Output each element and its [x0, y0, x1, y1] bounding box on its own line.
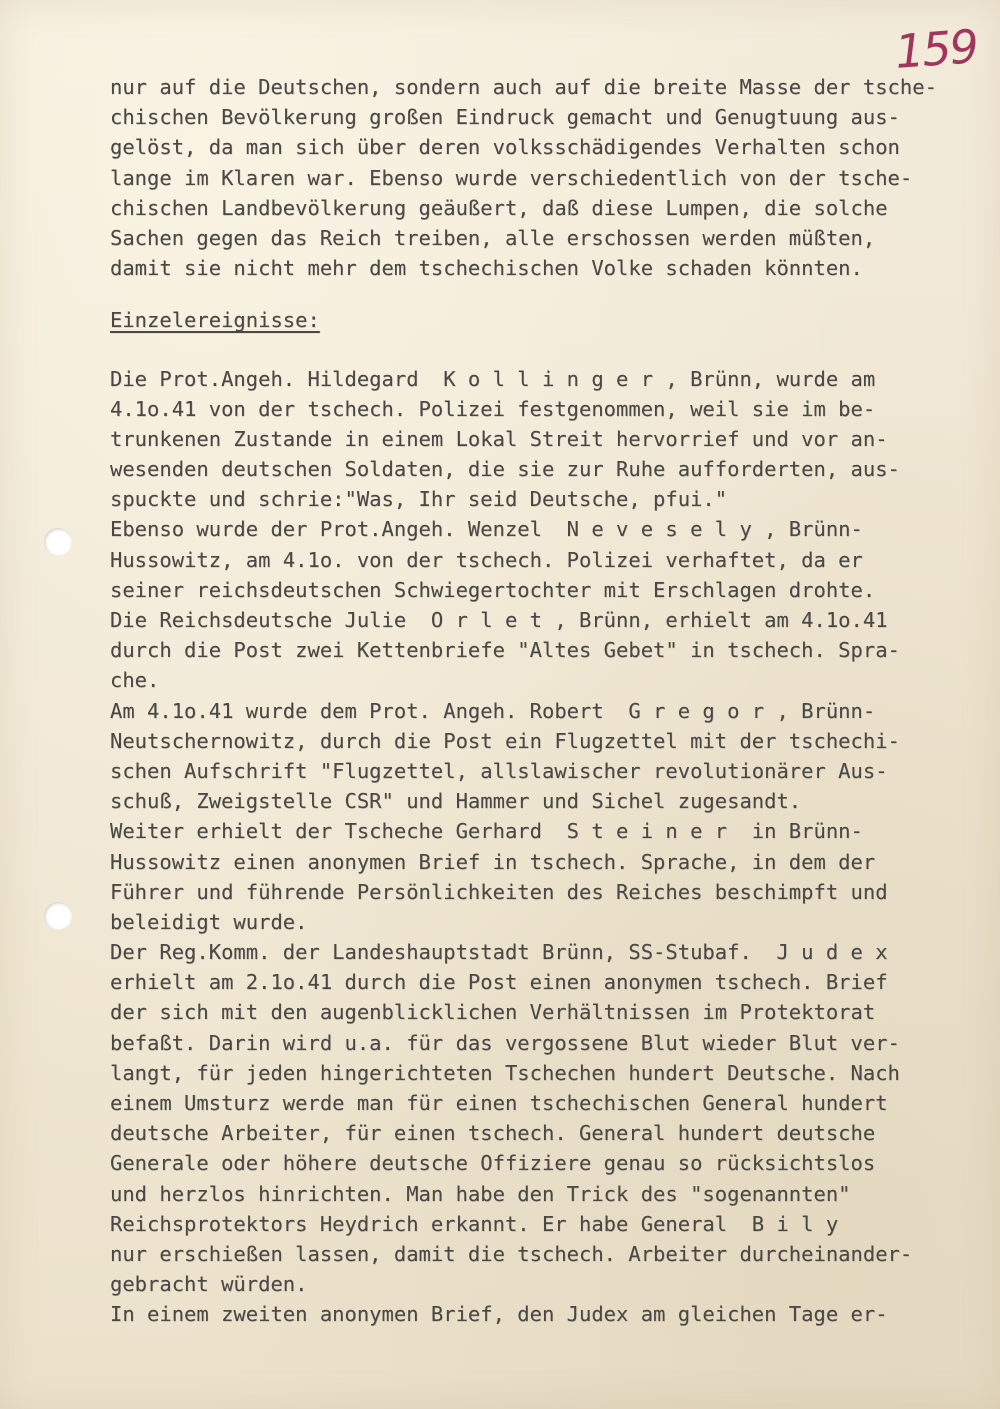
event-paragraph — [110, 696, 940, 938]
text-line: beleidigt wurde. — [110, 909, 308, 934]
text-line: Die Prot.Angeh. Hildegard K o l l i n g e r , Brünn, wurde am — [110, 366, 876, 391]
text-line: erhielt am 2.1o.41 durch die Post einen anonymen tschech. Brief — [110, 970, 888, 995]
text-line: gebracht würden. — [110, 1272, 308, 1297]
intro-paragraph — [110, 72, 940, 283]
text-line: seiner reichsdeutschen Schwiegertochter mit Erschlagen drohte. — [110, 577, 876, 602]
text-line: gelöst, da man sich über deren volksschädigendes Verhalten schon — [110, 135, 900, 160]
spacer — [110, 283, 940, 305]
text-line: chischen Landbevölkerung geäußert, daß diese Lumpen, die solche — [110, 195, 888, 220]
text-line: Neutschernowitz, durch die Post ein Flugzettel mit der tschechi- — [110, 728, 900, 753]
text-line: Die Reichsdeutsche Julie O r l e t , Brünn, erhielt am 4.1o.41 — [110, 608, 888, 632]
text-line: Weiter erhielt der Tscheche Gerhard S t e i n e r in Brünn- — [110, 819, 863, 844]
event-paragraph — [110, 937, 940, 1299]
text-line: einem Umsturz werde man für einen tschechischen General hundert — [110, 1091, 888, 1115]
text-line: Sachen gegen das Reich treiben, alle erschossen werden müßten, — [110, 225, 876, 250]
text-line: Generale oder höhere deutsche Offiziere genau so rücksichtslos — [110, 1151, 876, 1176]
text-line: der sich mit den augenblicklichen Verhältnissen im Protektorat — [110, 1000, 876, 1025]
text-line: wesenden deutschen Soldaten, die sie zur Ruhe aufforderten, aus- — [110, 457, 900, 482]
text-line: Am 4.1o.41 wurde dem Prot. Angeh. Robert G r e g o r , Brünn- — [110, 698, 876, 723]
punch-hole — [44, 902, 72, 930]
text-line: Ebenso wurde der Prot.Angeh. Wenzel N e v e s e l y , Brünn- — [110, 517, 863, 542]
text-line: durch die Post zwei Kettenbriefe "Altes Gebet" in tschech. Spra- — [110, 638, 900, 663]
text-line: schuß, Zweigstelle CSR" und Hammer und Sichel zugesandt. — [110, 789, 802, 814]
text-line: Führer und führende Persönlichkeiten des Reiches beschimpft und — [110, 879, 888, 904]
text-line: In einem zweiten anonymen Brief, den Judex am gleichen Tage er- — [110, 1302, 888, 1327]
text-line: chischen Bevölkerung großen Eindruck gemacht und Genugtuung aus- — [110, 105, 900, 130]
text-line: Hussowitz einen anonymen Brief in tschech. Sprache, in dem der — [110, 849, 876, 874]
event-paragraph — [110, 1299, 940, 1329]
text-line: deutsche Arbeiter, für einen tschech. General hundert deutsche — [110, 1121, 876, 1146]
text-line: 4.1o.41 von der tschech. Polizei festgenommen, weil sie im be- — [110, 396, 876, 421]
text-line: damit sie nicht mehr dem tschechischen Volke schaden könnten. — [110, 256, 863, 281]
text-line: lange im Klaren war. Ebenso wurde verschiedentlich von der tsche- — [110, 165, 913, 190]
text-line: nur auf die Deutschen, sondern auch auf die breite Masse der tsche- — [110, 75, 937, 99]
page-number: 159 — [893, 19, 979, 79]
text-line: trunkenen Zustande in einem Lokal Streit hervorrief und vor an- — [110, 426, 888, 451]
text-line: che. — [110, 668, 160, 693]
text-line: und herzlos hinrichten. Man habe den Trick des "sogenannten" — [110, 1181, 851, 1206]
text-line: spuckte und schrie:"Was, Ihr seid Deutsche, pfui." — [110, 487, 728, 512]
text-line: Der Reg.Komm. der Landeshauptstadt Brünn, SS-Stubaf. J u d e x — [110, 940, 888, 965]
text-line: Hussowitz, am 4.1o. von der tschech. Polizei verhaftet, da er — [110, 547, 863, 572]
text-line: schen Aufschrift "Flugzettel, allslawischer revolutionärer Aus- — [110, 758, 888, 783]
text-line: langt, für jeden hingerichteten Tschechen hundert Deutsche. Nach — [110, 1060, 900, 1085]
text-line: befaßt. Darin wird u.a. für das vergossene Blut wieder Blut ver- — [110, 1030, 900, 1055]
typed-text — [110, 72, 940, 1330]
punch-hole — [44, 528, 72, 556]
event-paragraph — [110, 364, 940, 696]
text-line: Reichsprotektors Heydrich erkannt. Er habe General B i l y — [110, 1211, 839, 1236]
text-line: nur erschießen lassen, damit die tschech. Arbeiter durcheinander- — [110, 1241, 913, 1266]
spacer — [110, 336, 940, 364]
section-heading: Einzelereignisse: — [110, 308, 320, 333]
